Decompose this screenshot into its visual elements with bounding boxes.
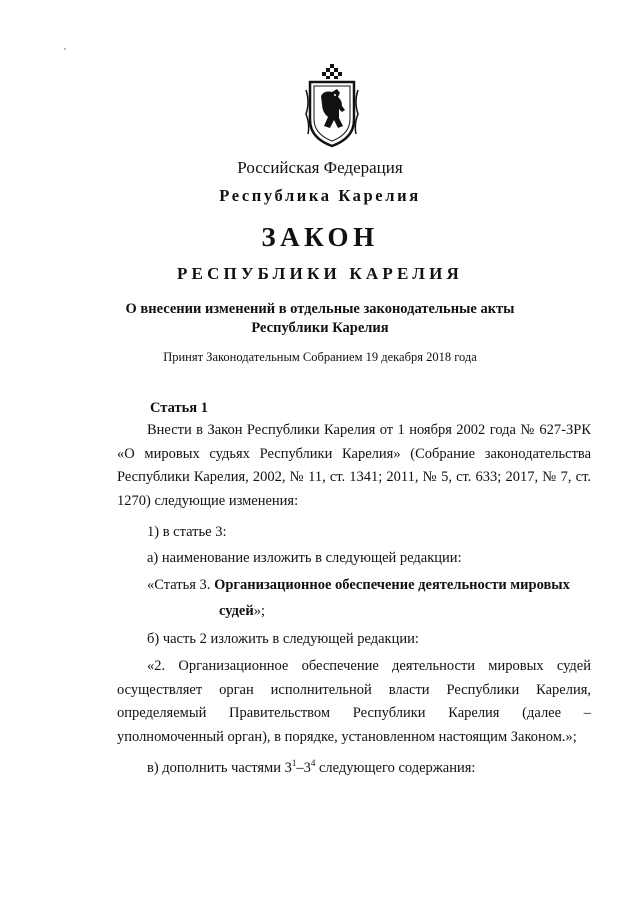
item-a-quote-prefix: «Статья 3. [147, 577, 215, 593]
item-a-quote [147, 577, 570, 594]
item-v-suffix: следующего содержания: [315, 760, 476, 776]
article-title: Статья 1 [150, 400, 208, 416]
scan-speck [64, 48, 66, 50]
item-v-superscript-1: 1 [291, 758, 297, 768]
item-b-quote-paragraph: «2. Организационное обеспечение деятельности мировых судей осуществляет орган исполнительной власти Республики Карелия, определяемый Правительством Республики Карелия (далее – уполномоченный орган), в порядке, установленном настоящим Законом.»; [117, 658, 591, 745]
item-a: а) наименование изложить в следующей редакции: [147, 550, 462, 566]
item-a-quote-continued [219, 603, 265, 620]
item-a-quote-title-end: судей [219, 603, 254, 619]
item-b: б) часть 2 изложить в следующей редакции: [147, 631, 419, 647]
document-subject [0, 300, 640, 338]
subject-line-1: О внесении изменений в отдельные законодательные акты [125, 301, 515, 317]
item-v [147, 760, 475, 777]
item-v-prefix: в) дополнить частями 3 [147, 760, 292, 776]
article-intro-paragraph: Внести в Закон Республики Карелия от 1 ноября 2002 года № 627-ЗРК «О мировых судьях Республики Карелия» (Собрание законодательства Республики Карелия, 2002, № 11, ст. 1341; 2011, № 5, ст. 633; 2017, № 7, ст. 1270) следующие изменения: [117, 422, 591, 509]
document-issuer-heading: РЕСПУБЛИКИ КАРЕЛИЯ [176, 264, 464, 283]
subject-line-2: Республики Карелия [251, 320, 389, 336]
country-name: Российская Федерация [237, 158, 403, 177]
item-a-quote-title: Организационное обеспечение деятельности мировых [214, 577, 570, 593]
item-a-quote-close: »; [253, 603, 265, 619]
document-type-heading: ЗАКОН [261, 222, 379, 252]
item-1: 1) в статье 3: [147, 524, 227, 540]
karelia-coat-of-arms-emblem [304, 62, 360, 148]
item-v-dash: –3 [296, 760, 311, 776]
adoption-date-line: Принят Законодательным Собранием 19 декабря 2018 года [163, 350, 477, 364]
item-v-superscript-4: 4 [310, 758, 316, 768]
republic-name: Республика Карелия [219, 186, 421, 205]
